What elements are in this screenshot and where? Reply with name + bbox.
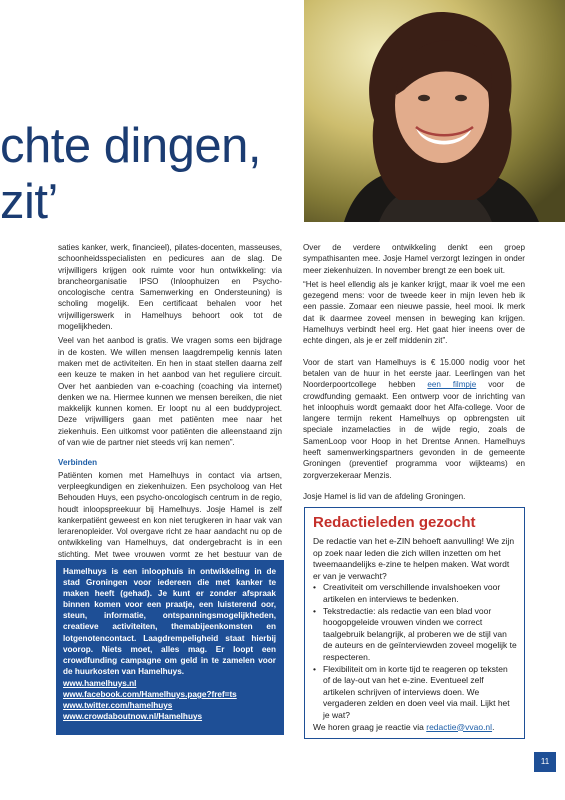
bullet-icon: • [313,663,316,674]
article-headline [0,118,261,230]
portrait-illustration [304,0,565,222]
editors-wanted-outro [313,722,517,734]
article-right-column [303,242,525,505]
facebook-link[interactable]: www.facebook.com/Hamelhuys.page?fref=ts [63,690,237,700]
bullet-icon: • [313,582,316,593]
paragraph: Patiënten komen met Hamelhuys in contact via artsen, verpleegkundigen en ziekenhuizen. Een psycholoog van Het Behouden Huys, een psycho-oncologisch centrum in de regio, houdt inloopspreekuur bij Hamelhuys. Josje Hamel is zelf kankerpatiënt geweest en kon niet terugkeren in haar vak van lerarenopleider. Vol overgave richt ze haar aandacht nu op de ontwikkeling van Hamelhuys, dat ondergebracht is in een stichting. Met twee vrouwen vormt ze het bestuur van de [58,470,282,559]
paragraph [303,357,525,481]
crowdfunding-link[interactable]: www.crowdaboutnow.nl/Hamelhuys [63,712,203,722]
outro-text: We horen graag je reactie via [313,721,427,732]
paragraph: Veel van het aanbod is gratis. We vragen soms een bijdrage in de kosten. We willen mensen laagdrempelig kennis laten maken met de activiteiten. En hen in staat stellen daarna zelf een keuze te maken in het aanbod van het reguliere circuit. Over het aanbieden van e-coaching (coaching via internet) denken we na. Hiermee kunnen we mensen bereiken, die niet makkelijk kunnen komen. Er loopt nu al een buddyproject. Deze vrijwilligers gaan met patiënten mee naar het ziekenhuis. Een uitkomst voor patiënten die alleenstaand zijn of van wie de partner niet steeds vrij kan nemen”. [58,336,282,448]
info-box-links [63,678,276,722]
headline-line-1: chte dingen, [0,119,261,173]
twitter-link[interactable]: www.twitter.com/hamelhuys [63,701,173,711]
portrait-photo-icon [304,0,565,222]
editors-wanted-box [304,507,525,739]
info-box [56,560,284,735]
editors-wanted-title: Redactieleden gezocht [313,514,476,531]
paragraph: “Het is heel ellendig als je kanker krijgt, maar ik voel me een gezegend mens: voor de tweede keer in mijn leven heb ik een passie. Zomaar een nieuwe passie, heel mooi. Ik merk dat ik daarmee zoveel mensen in beweging kan krijgen. Hamelhuys verbindt heel erg. Het gaat hier ineens over de echte dingen, als je er zelf middenin zit”. [303,279,525,346]
paragraph-text: voor de crowdfunding gemaakt. Een ontwerp voor de inrichting van het inloophuis wordt gemaakt door het Alfa-college. Voor de langere termijn rekent Hamelhuys op opbrengsten uit speciale inzamelacties in de wijde regio, zoals de SamenLoop voor Hoop in het Drentse Annen. Hamelhuys heeft samenwerkingspartners gevonden in de gemeente Groningen (preventief programma voor wijkteams) en zorgverzekeraar Menzis. [303,380,525,480]
bullet-icon: • [313,605,316,616]
headline-line-2: zit’ [0,175,58,229]
section-subheading: Verbinden [58,458,98,468]
list-item [313,664,517,722]
paragraph-text: Voor de start van Hamelhuys is € 15.000 nodig voor het betalen van de huur in het eerste jaar. Leerlingen van het Noorderpoortcollege hebben [303,357,525,390]
page-number: 11 [534,752,556,772]
outro-text: . [492,721,495,732]
list-item-text: Tekstredactie: als redactie van een blad voor hoogopgeleide vrouwen vinden we correct taalgebruik belangrijk, al proberen we de stijl van de auteurs en de geïnterviewden zoveel mogelijk te respecteren. [323,605,517,662]
editors-wanted-intro: De redactie van het e-ZIN behoeft aanvulling! We zijn op zoek naar leden die zich willen inzetten om het tweemaandelijks e-zine te helpen maken. Wat wordt er van je verwacht? [313,536,515,581]
info-box-text: Hamelhuys is een inloophuis in ontwikkeling in de stad Groningen voor iedereen die met kanker te maken heeft (gehad). Je kunt er zonder afspraak binnen komen voor een praatje, een luisterend oor, steun, informatie, ontspanningsmogelijkheden, creatieve activiteiten, themabijeenkomsten en lotgenotencontact. Laagdrempeligheid staat hierbij voorop. Niets moet, alles mag. Er loopt een crowdfunding campagne om geld in te zamelen voor de huurkosten van Hamelhuys. [63,567,276,676]
paragraph: Josje Hamel is lid van de afdeling Groningen. [303,491,466,501]
video-link[interactable]: een filmpje [427,380,477,390]
list-item [313,582,517,605]
paragraph: saties kanker, werk, financieel), pilates-docenten, masseuses, schoonheidsspecialisten en pedicures aan de slag. De vrijwilligers krijgen ook ruimte voor hun ontwikkeling: via brancheorganisatie IPSO (Inloophuizen en Psycho-oncologische centra Samenwerking en Ondersteuning) is scholing mogelijk. Een certificaat behalen voor het vrijwilligerswerk in Hamelhuys behoort ook tot de mogelijkheden. [58,243,282,332]
list-item-text: Flexibiliteit om in korte tijd te reageren op teksten of de lay-out van het e-zine. Eventueel zelf artikelen schrijven of interviews doen. We vergaderen zelden en doen veel via mail. Lijkt het je wat? [323,663,510,720]
email-link[interactable]: redactie@vvao.nl [426,721,493,732]
list-item [313,606,517,664]
website-link[interactable]: www.hamelhuys.nl [63,678,137,688]
article-left-column [58,242,282,574]
paragraph: Over de verdere ontwikkeling denkt een groep sympathisanten mee. Josje Hamel verzorgt lezingen in onder meer ziekenhuizen. In november brengt ze een boek uit. [303,243,525,275]
list-item-text: Creativiteit om verschillende invalshoeken voor artikelen en interviews te bedenken. [323,582,501,604]
requirements-list [313,582,517,721]
